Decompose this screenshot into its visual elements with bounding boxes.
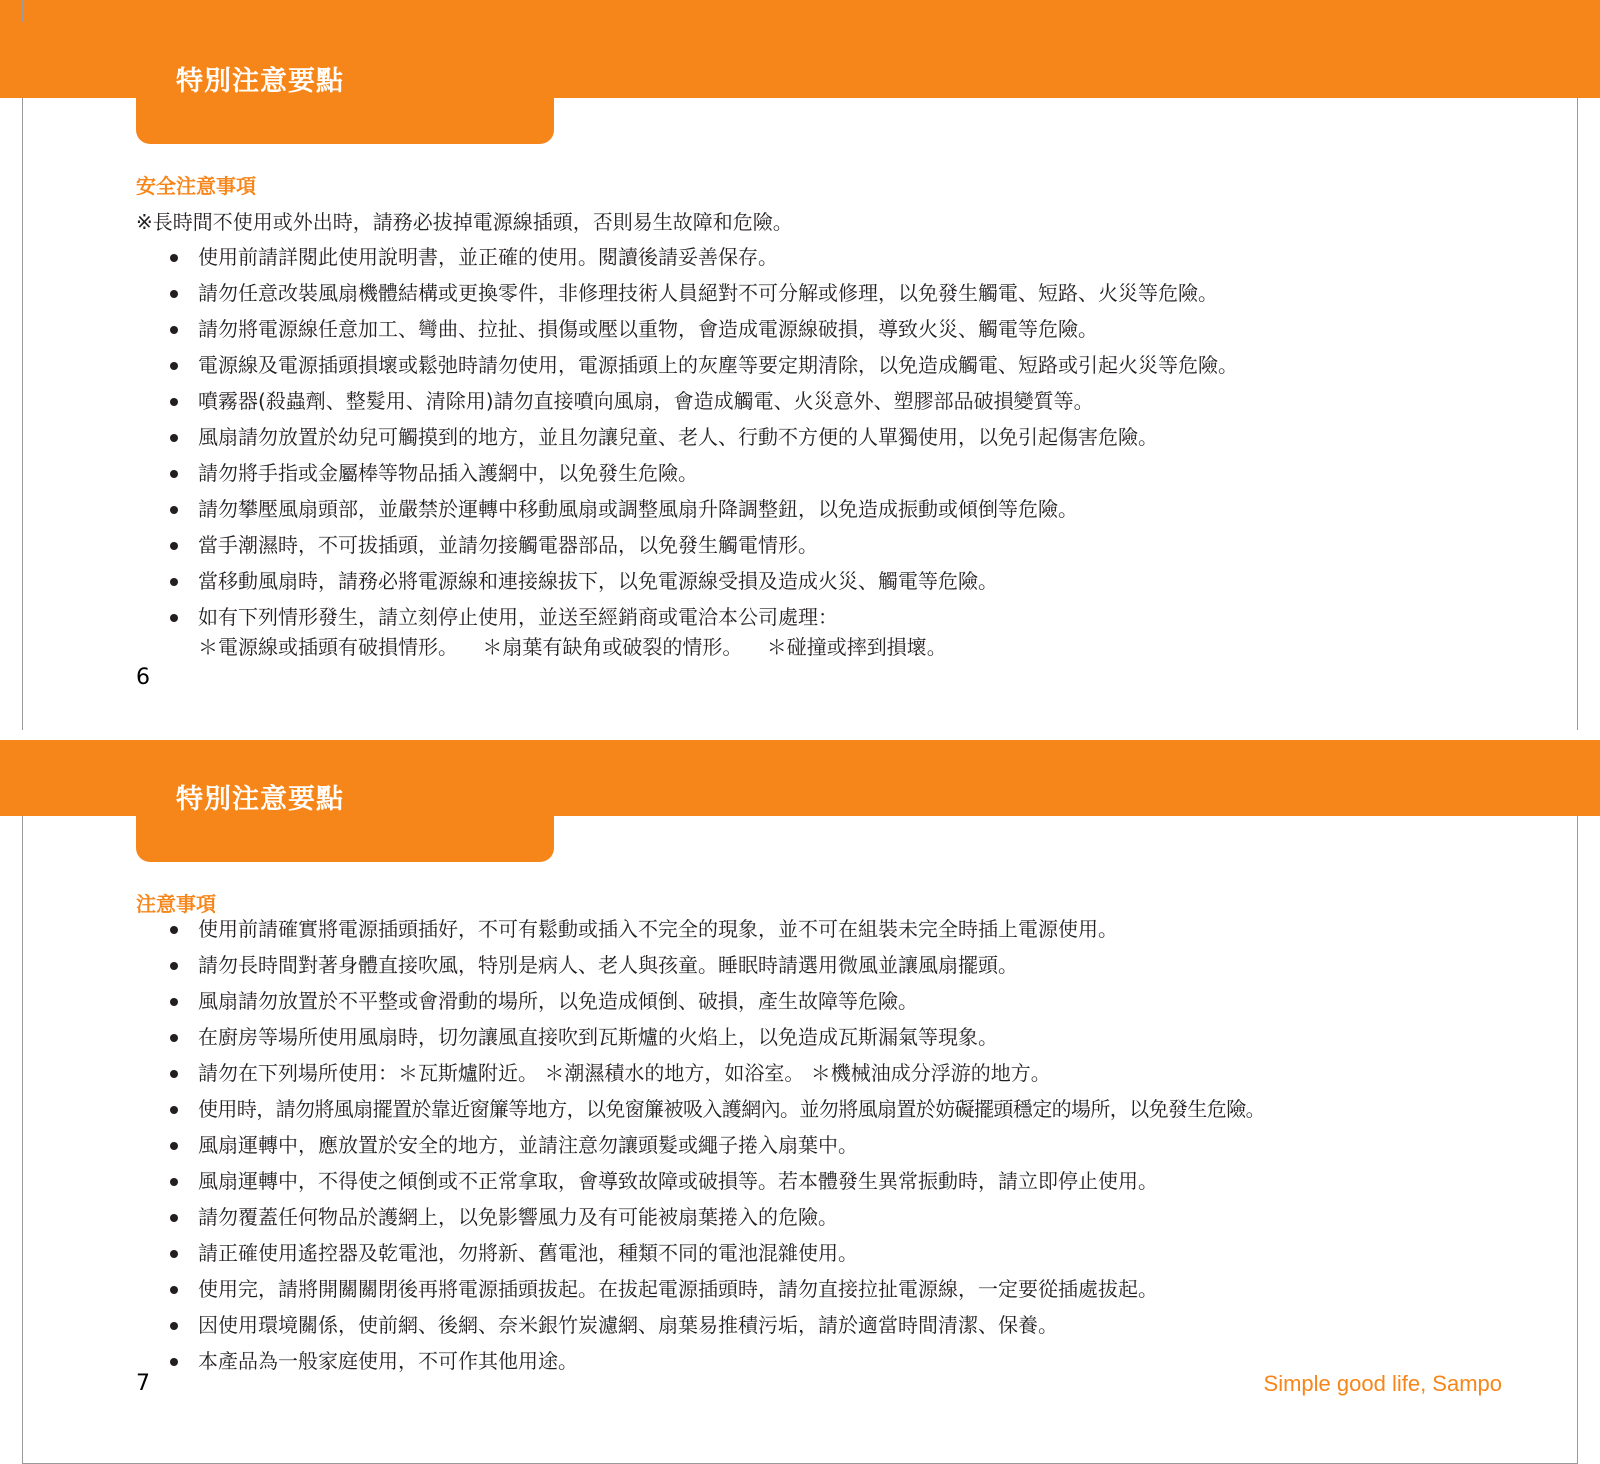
bullet-icon xyxy=(170,326,178,334)
bullet-icon xyxy=(170,434,178,442)
bullet-icon xyxy=(170,542,178,550)
list-item xyxy=(170,911,1265,947)
page-number: 6 xyxy=(136,665,150,690)
list-item xyxy=(170,419,1238,455)
page-number: 7 xyxy=(136,1371,150,1396)
list-item-text: 電源線及電源插頭損壞或鬆弛時請勿使用，電源插頭上的灰塵等要定期清除，以免造成觸電、短路或引起火災等危險。 xyxy=(198,353,1238,377)
list-item-text: 使用前請確實將電源插頭插好，不可有鬆動或插入不完全的現象，並不可在組裝未完全時插上電源使用。 xyxy=(198,917,1118,941)
brand-slogan: Simple good life, Sampo xyxy=(1263,1371,1502,1396)
bullet-icon xyxy=(170,578,178,586)
bullet-icon xyxy=(170,998,178,1006)
list-item xyxy=(170,1235,1265,1271)
list-item-text: 本產品為一般家庭使用，不可作其他用途。 xyxy=(198,1349,578,1373)
section-title: 注意事項 xyxy=(136,892,216,916)
sub-item: ＊扇葉有缺角或破裂的情形。 xyxy=(482,635,743,659)
sub-item: ＊電源線或插頭有破損情形。 xyxy=(198,635,458,659)
list-item-text: 請勿攀壓風扇頭部，並嚴禁於運轉中移動風扇或調整風扇升降調整鈕，以免造成振動或傾倒等危險。 xyxy=(198,497,1078,521)
list-item xyxy=(170,563,1238,599)
list-item xyxy=(170,347,1238,383)
bullet-icon xyxy=(170,926,178,934)
warning-note: ※長時間不使用或外出時，請務必拔掉電源線插頭，否則易生故障和危險。 xyxy=(136,210,793,234)
bullet-icon xyxy=(170,962,178,970)
list-item xyxy=(170,983,1265,1019)
bullet-icon xyxy=(170,1142,178,1150)
list-item xyxy=(170,455,1238,491)
list-item-text: 在廚房等場所使用風扇時，切勿讓風直接吹到瓦斯爐的火焰上，以免造成瓦斯漏氣等現象。 xyxy=(198,1025,998,1049)
list-item-text: 使用前請詳閱此使用說明書，並正確的使用。閱讀後請妥善保存。 xyxy=(198,245,778,269)
list-item-text: 如有下列情形發生，請立刻停止使用，並送至經銷商或電洽本公司處理： xyxy=(198,605,838,629)
list-item xyxy=(170,1307,1265,1343)
list-item-text: 噴霧器(殺蟲劑、整髮用、清除用)請勿直接噴向風扇，會造成觸電、火災意外、塑膠部品破損變質等。 xyxy=(198,389,1094,413)
list-item-text: 當移動風扇時，請務必將電源線和連接線拔下，以免電源線受損及造成火災、觸電等危險。 xyxy=(198,569,998,593)
list-item-text: 風扇請勿放置於幼兒可觸摸到的地方，並且勿讓兒童、老人、行動不方便的人單獨使用，以免引起傷害危險。 xyxy=(198,425,1158,449)
list-item-text: 請勿覆蓋任何物品於護網上，以免影響風力及有可能被扇葉捲入的危險。 xyxy=(198,1205,838,1229)
page-7 xyxy=(0,740,1600,1464)
list-item xyxy=(170,1163,1265,1199)
list-item-text: 使用完，請將開關關閉後再將電源插頭拔起。在拔起電源插頭時，請勿直接拉扯電源線，一定要從插處拔起。 xyxy=(198,1277,1158,1301)
bullet-icon xyxy=(170,1322,178,1330)
bullet-icon xyxy=(170,398,178,406)
sub-items xyxy=(198,633,965,661)
list-item xyxy=(170,1127,1265,1163)
list-item xyxy=(170,1091,1265,1127)
list-item-text: 請勿將電源線任意加工、彎曲、拉扯、損傷或壓以重物，會造成電源線破損，導致火災、觸電等危險。 xyxy=(198,317,1098,341)
list-item xyxy=(170,1019,1265,1055)
list-item-text: 請勿長時間對著身體直接吹風，特別是病人、老人與孩童。睡眠時請選用微風並讓風扇擺頭。 xyxy=(198,953,1018,977)
list-item-text: 因使用環境關係，使前網、後網、奈米銀竹炭濾網、扇葉易推積污垢，請於適當時間清潔、保養。 xyxy=(198,1313,1058,1337)
list-item xyxy=(170,1343,1265,1379)
list-item-text: 風扇運轉中，應放置於安全的地方，並請注意勿讓頭髮或繩子捲入扇葉中。 xyxy=(198,1133,858,1157)
bullet-icon xyxy=(170,1214,178,1222)
list-item xyxy=(170,1271,1265,1307)
bullet-icon xyxy=(170,506,178,514)
section-title: 安全注意事項 xyxy=(136,174,256,198)
bullet-icon xyxy=(170,1178,178,1186)
bullet-icon xyxy=(170,254,178,262)
list-item xyxy=(170,1055,1265,1091)
bullet-icon xyxy=(170,470,178,478)
list-item xyxy=(170,947,1265,983)
page-header-title: 特別注意要點 xyxy=(176,66,344,97)
list-item-text: 風扇請勿放置於不平整或會滑動的場所，以免造成傾倒、破損，產生故障等危險。 xyxy=(198,989,918,1013)
bullet-icon xyxy=(170,614,178,622)
bullet-icon xyxy=(170,290,178,298)
caution-list xyxy=(170,911,1265,1379)
list-item-text: 風扇運轉中，不得使之傾倒或不正常拿取，會導致故障或破損等。若本體發生異常振動時，請立即停止使用。 xyxy=(198,1169,1158,1193)
bullet-icon xyxy=(170,1286,178,1294)
list-item xyxy=(170,599,1238,635)
bullet-icon xyxy=(170,362,178,370)
list-item xyxy=(170,239,1238,275)
page-6 xyxy=(0,22,1600,730)
list-item-text: 請勿將手指或金屬棒等物品插入護網中，以免發生危險。 xyxy=(198,461,698,485)
list-item xyxy=(170,311,1238,347)
bullet-icon xyxy=(170,1250,178,1258)
list-item-text: 請勿任意改裝風扇機體結構或更換零件，非修理技術人員絕對不可分解或修理，以免發生觸電、短路、火災等危險。 xyxy=(198,281,1218,305)
bullet-icon xyxy=(170,1070,178,1078)
list-item-text: 使用時，請勿將風扇擺置於靠近窗簾等地方，以免窗簾被吸入護網內。並勿將風扇置於妨礙擺頭穩定的場所，以免發生危險。 xyxy=(198,1097,1265,1121)
bullet-icon xyxy=(170,1358,178,1366)
sub-item: ＊碰撞或摔到損壞。 xyxy=(766,635,947,659)
list-item xyxy=(170,1199,1265,1235)
safety-list xyxy=(170,239,1238,635)
list-item-text: 請勿在下列場所使用：＊瓦斯爐附近。 ＊潮濕積水的地方，如浴室。 ＊機械油成分浮游的地方。 xyxy=(198,1061,1051,1085)
page-header-title: 特別注意要點 xyxy=(176,784,344,815)
page-separator xyxy=(22,730,1578,740)
list-item-text: 當手潮濕時，不可拔插頭，並請勿接觸電器部品，以免發生觸電情形。 xyxy=(198,533,818,557)
list-item xyxy=(170,275,1238,311)
list-item-text: 請正確使用遙控器及乾電池，勿將新、舊電池，種類不同的電池混雜使用。 xyxy=(198,1241,858,1265)
list-item xyxy=(170,527,1238,563)
list-item xyxy=(170,491,1238,527)
list-item xyxy=(170,383,1238,419)
bullet-icon xyxy=(170,1034,178,1042)
bullet-icon xyxy=(170,1106,178,1114)
